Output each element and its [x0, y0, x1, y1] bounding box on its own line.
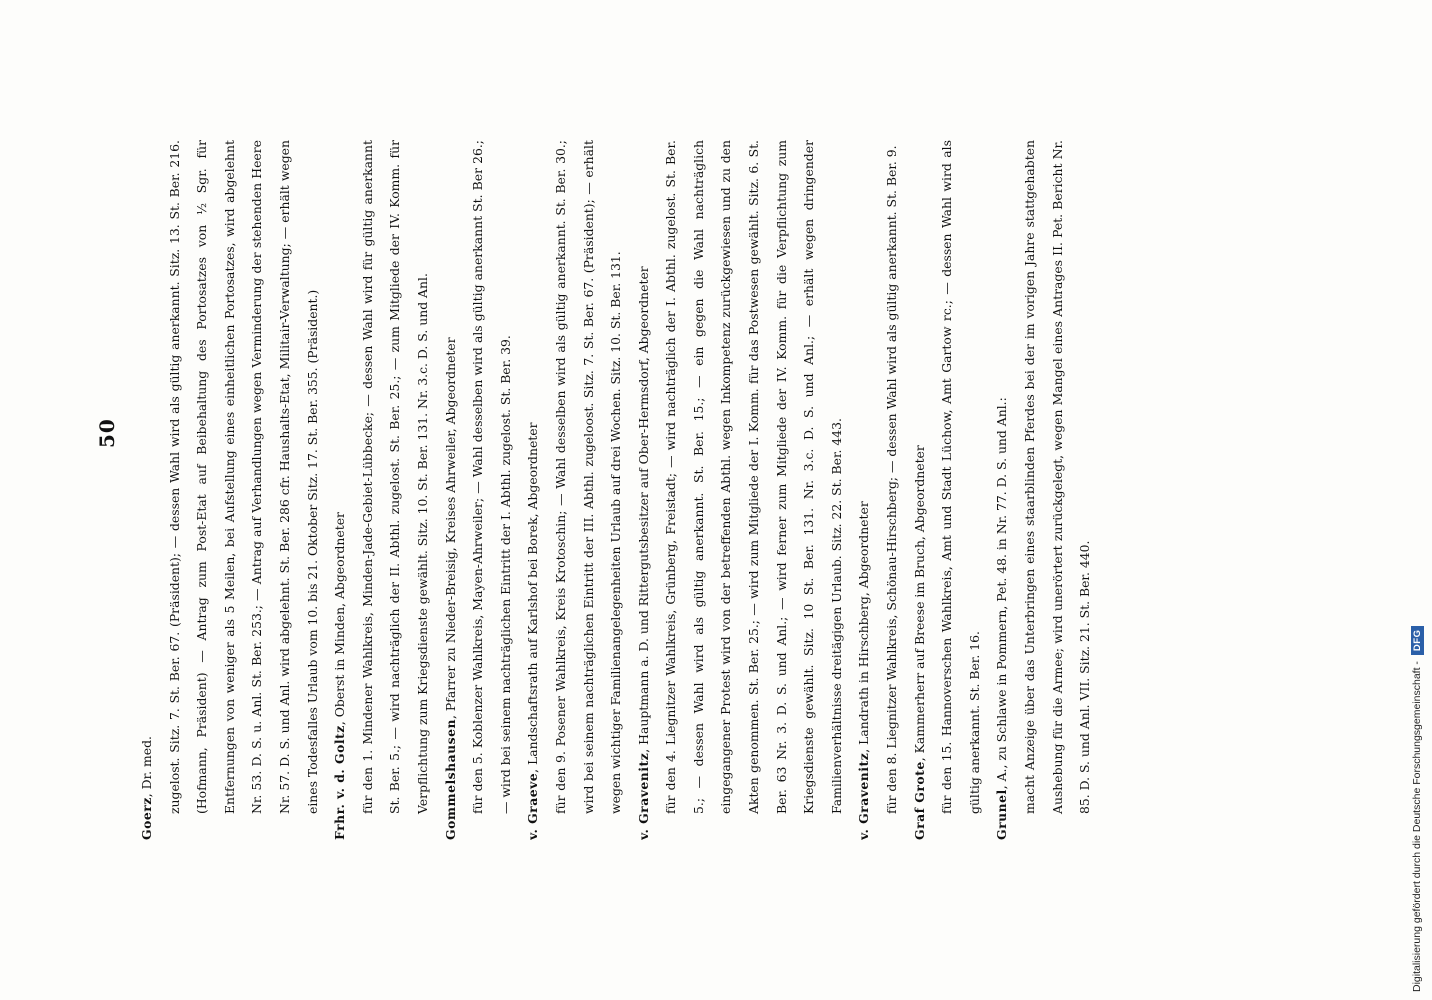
register-entry	[630, 140, 851, 840]
funding-watermark	[1406, 0, 1428, 992]
page-number: 50	[95, 418, 119, 448]
entry-body: für den 1. Mindener Wahlkreis, Minden-Jade-Gebiet-Lübbecke; — dessen Wahl wird für gültig anerkannt St. Ber. 5.; — wird nachträglich der II. Abthl. zugelost. St. Ber. 25.; — zum Mitgliede der IV. Komm. für Verpflichtung zum Kriegsdienste gewählt. Sitz. 10. St. Ber. 131. Nr. 3.c. D. S. und Anl.	[359, 140, 430, 814]
register-entries	[133, 140, 1099, 840]
entry-name: v. Graeve	[525, 772, 541, 840]
entry-body: für den 15. Hannoverschen Wahlkreis, Amt und Stadt Lüchow, Amt Gartow rc.; — dessen Wahl wird als gültig anerkannt. St. Ber. 16.	[939, 140, 982, 814]
entry-body: macht Anzeige über das Unterbringen eines staarblinden Pferdes bei der im vorigen Jahre stattgehabten Aushebung für die Armee; wird unerörtert zurückgelegt, wegen Mangel eines Antrages II. Pet. Bericht Nr. 85. D. S. und Anl. VII. Sitz. 21. St. Ber. 440.	[1022, 140, 1093, 814]
register-entry	[988, 140, 1098, 840]
entry-name: Goerz	[139, 797, 154, 840]
entry-title: , Landschaftsrath auf Karlshof bei Borek, Abgeordneter	[525, 422, 541, 773]
register-entry	[850, 140, 905, 840]
entry-title: , Oberst in Minden, Abgeordneter	[332, 512, 348, 726]
entry-body: zugelost. Sitz. 7. St. Ber. 67. (Präsident); — dessen Wahl wird als gültig anerkannt. Sitz. 13. St. Ber. 216. (Hofmann, Präsident) — Antrag zum Post-Etat auf Beibehaltung des Portosatzes von ½ Sgr. für Entfernungen von weniger als 5 Meilen, bei Aufstellung eines einheitlichen Portosatzes, wird abgelehnt Nr. 53. D. S. u. Anl. St. Ber. 253.; — Antrag auf Verhandlungen wegen Verminderung der stehenden Heere Nr. 57. D. S. und Anl. wird abgelehnt. St. Ber. 286 cfr. Haushalts-Etat, Militair-Verwaltung; — erhält wegen eines Todesfalles Urlaub vom 10. bis 21. Oktober Sitz. 17. St. Ber. 355. (Präsident.)	[166, 140, 320, 814]
register-entry	[519, 140, 629, 840]
entry-name: v. Gravenitz	[856, 752, 872, 840]
entry-title: , Pfarrer zu Nieder-Breisig, Kreises Ahrweiler, Abgeordneter	[442, 337, 458, 719]
dfg-logo-icon: DFG	[1411, 626, 1424, 656]
entry-name: Grunel	[994, 789, 1010, 840]
entry-body: für den 9. Posener Wahlkreis, Kreis Krotoschin; — Wahl desselben wird als gültig anerkannt. St. Ber. 30.; wird bei seinem nachträglichen Eintritt der III. Abthl. zugeloost. Sitz. 7. St. Ber. 67. (Präsident); — erhält wegen wichtiger Familienangelegenheiten Urlaub auf drei Wochen. Sitz. 10. St. Ber. 131.	[552, 140, 624, 814]
entry-name: Frhr. v. d. Goltz	[332, 725, 348, 840]
entry-name: Gommelshausen	[442, 718, 458, 840]
entry-title: , Dr. med.	[139, 736, 154, 798]
entry-name: Graf Grote	[911, 761, 927, 840]
register-entry	[133, 140, 326, 840]
register-entry	[326, 140, 436, 840]
entry-body: für den 4. Liegnitzer Wahlkreis, Grünberg, Freistadt; — wird nachträglich der I. Abthl. zugelost. St. Ber. 5.; — dessen Wahl wird als gültig anerkannt. St. Ber. 15.; — ein gegen die Wahl nachträglich eingegangener Protest wird von der betreffenden Abthl. wegen Inkompetenz zurückgewiesen und zu den Akten genommen. St. Ber. 25.; — wird zum Mitgliede der I. Komm. für das Postwesen gewählt. Sitz. 6. St. Ber. 63 Nr. 3. D. S. und Anl.; — wird ferner zum Mitgliede der IV. Komm. für die Verpflichtung zum Kriegsdienste gewählt. Sitz. 10 St. Ber. 131. Nr. 3.c. D. S. und Anl.; — erhält wegen dringender Familienverhältnisse dreitägigen Urlaub. Sitz. 22. St. Ber. 443.	[663, 140, 844, 814]
entry-title: , A., zu Schlawe in Pommern, Pet. 48. in Nr. 77. D. S. und Anl.:	[994, 397, 1010, 790]
rotated-text-page	[95, 140, 1275, 840]
entry-title: , Landrath in Hirschberg, Abgeordneter	[856, 501, 872, 753]
entry-title: , Hauptmann a. D. und Rittergutsbesitzer auf Ober-Hermsdorf, Abgeordneter	[635, 266, 651, 753]
entry-title: , Kammerherr auf Breese im Bruch, Abgeordneter	[911, 445, 927, 762]
entry-body: für den 5. Koblenzer Wahlkreis, Mayen-Ahrweiler; — Wahl desselben wird als gültig anerkannt St. Ber 26.; — wird bei seinem nachträglichen Eintritt der I. Abthl. zugelost. St. Ber. 39.	[470, 140, 513, 814]
entry-name: v. Gravenitz	[635, 752, 651, 840]
register-entry	[906, 140, 989, 840]
entry-body: für den 8. Liegnitzer Wahlkreis, Schönau-Hirschberg; — dessen Wahl wird als gültig anerkannt. St. Ber. 9.	[884, 145, 900, 814]
register-entry	[437, 140, 520, 840]
watermark-text: Digitalisierung gefördert durch die Deutsche Forschungsgemeinschaft -	[1411, 661, 1423, 992]
